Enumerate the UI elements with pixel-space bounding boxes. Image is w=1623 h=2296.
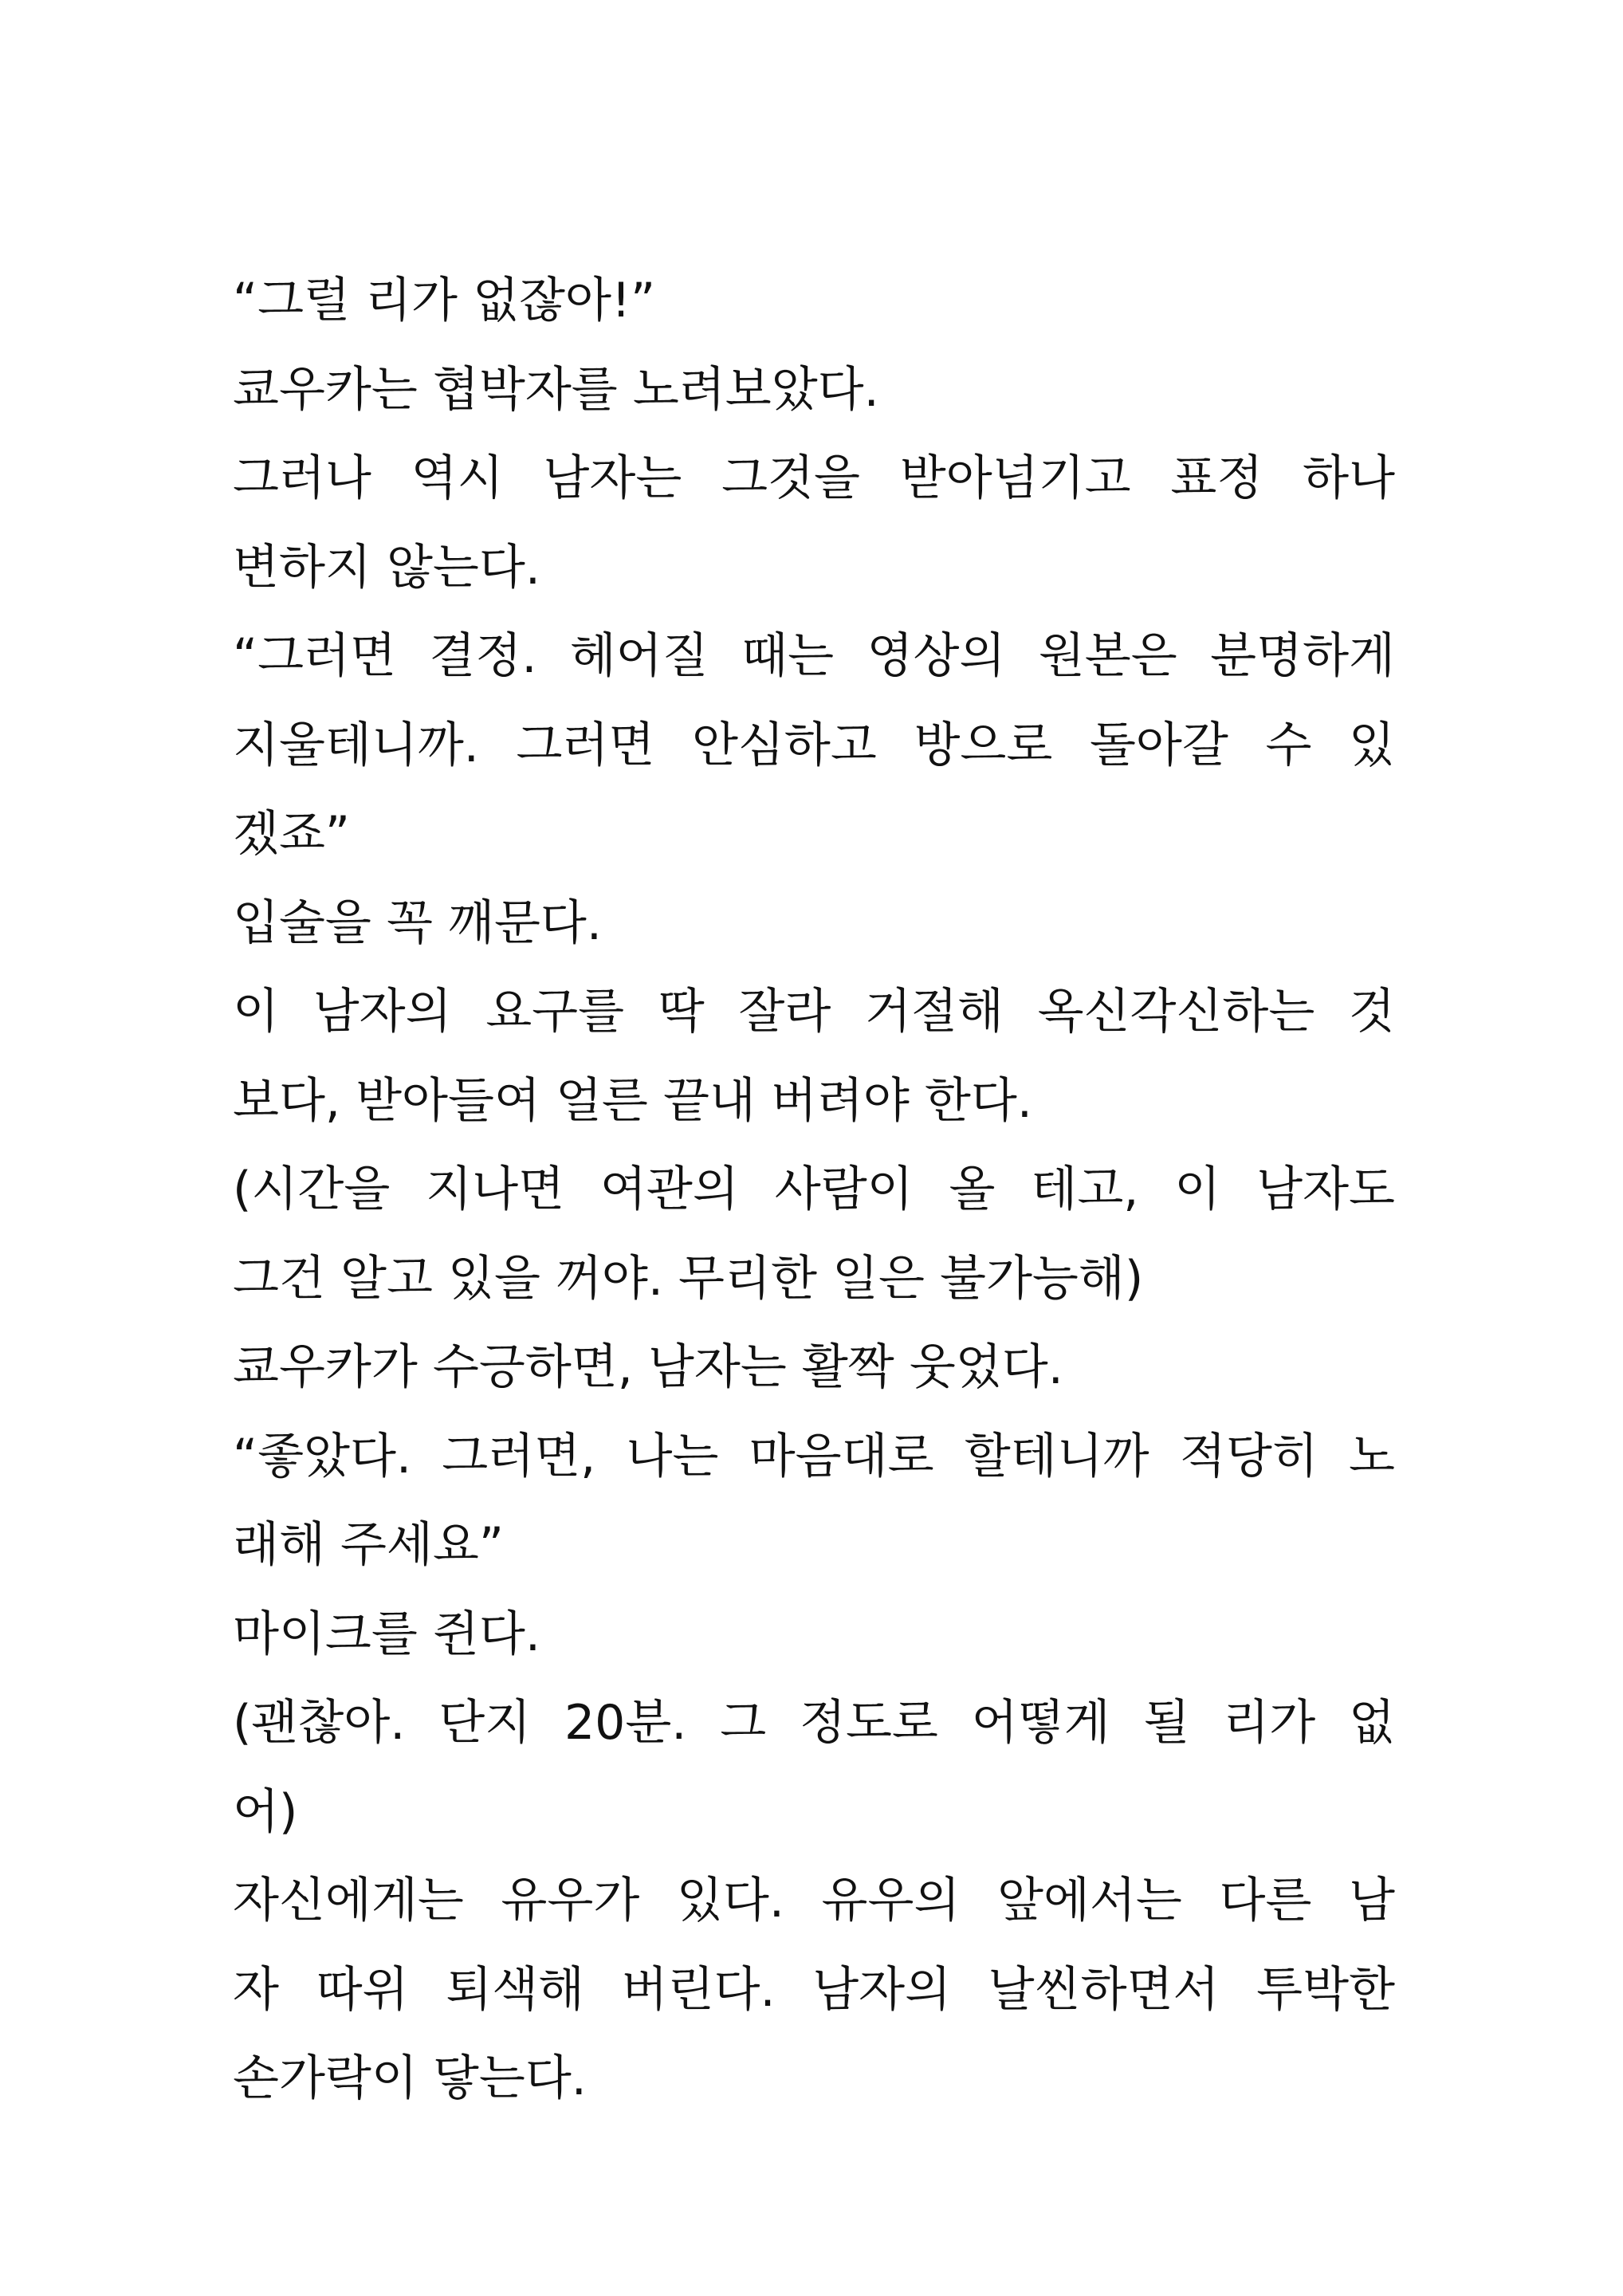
text-line: 입술을 꼭 깨문다. [233, 894, 602, 951]
text-line: 보다, 받아들여 얼른 끝내 버려야 한다. [233, 1072, 1032, 1129]
text-line: 자 따위 퇴색해 버린다. 남자의 날씬하면서 투박한 [233, 1961, 1395, 2018]
text-line: 지울테니까. 그러면 안심하고 방으로 돌아갈 수 있 [233, 717, 1395, 773]
text-line: 손가락이 닿는다. [233, 2050, 587, 2106]
text-line: 쿄우카는 협박자를 노려보았다. [233, 361, 879, 418]
text-line: (괜찮아. 단지 20분. 그 정도로 어떻게 될 리가 없 [233, 1695, 1395, 1751]
text-line: “좋았다. 그러면, 나는 마음대로 할테니까 적당히 노 [233, 1428, 1395, 1484]
text-line: 어) [233, 1783, 298, 1840]
text-line: “그러면 결정. 헤어질 때는 영상의 원본은 분명하게 [233, 628, 1395, 684]
text-line: 래해 주세요” [233, 1517, 504, 1573]
text-line: 겠죠” [233, 806, 351, 862]
text-line: “그럴 리가 없잖아!” [233, 273, 656, 328]
text-line: 쿄우카가 수긍하면, 남자는 활짝 웃었다. [233, 1339, 1063, 1395]
text-line: 이 남자의 요구를 딱 잘라 거절해 옥신각신하는 것 [233, 984, 1395, 1040]
text-line: (시간을 지나면 여관의 사람이 올 테고, 이 남자도 [233, 1162, 1395, 1217]
text-line: 그러나 역시 남자는 그것을 받아넘기고 표정 하나 [233, 450, 1395, 506]
text-line: 그건 알고 있을 꺼야. 무리한 일은 불가능해) [233, 1250, 1144, 1307]
body-text [233, 257, 1395, 2124]
text-line: 변하지 않는다. [233, 539, 540, 596]
text-line: 마이크를 쥔다. [233, 1606, 540, 1662]
text-line: 자신에게는 유우가 있다. 유우의 앞에서는 다른 남 [233, 1873, 1395, 1928]
